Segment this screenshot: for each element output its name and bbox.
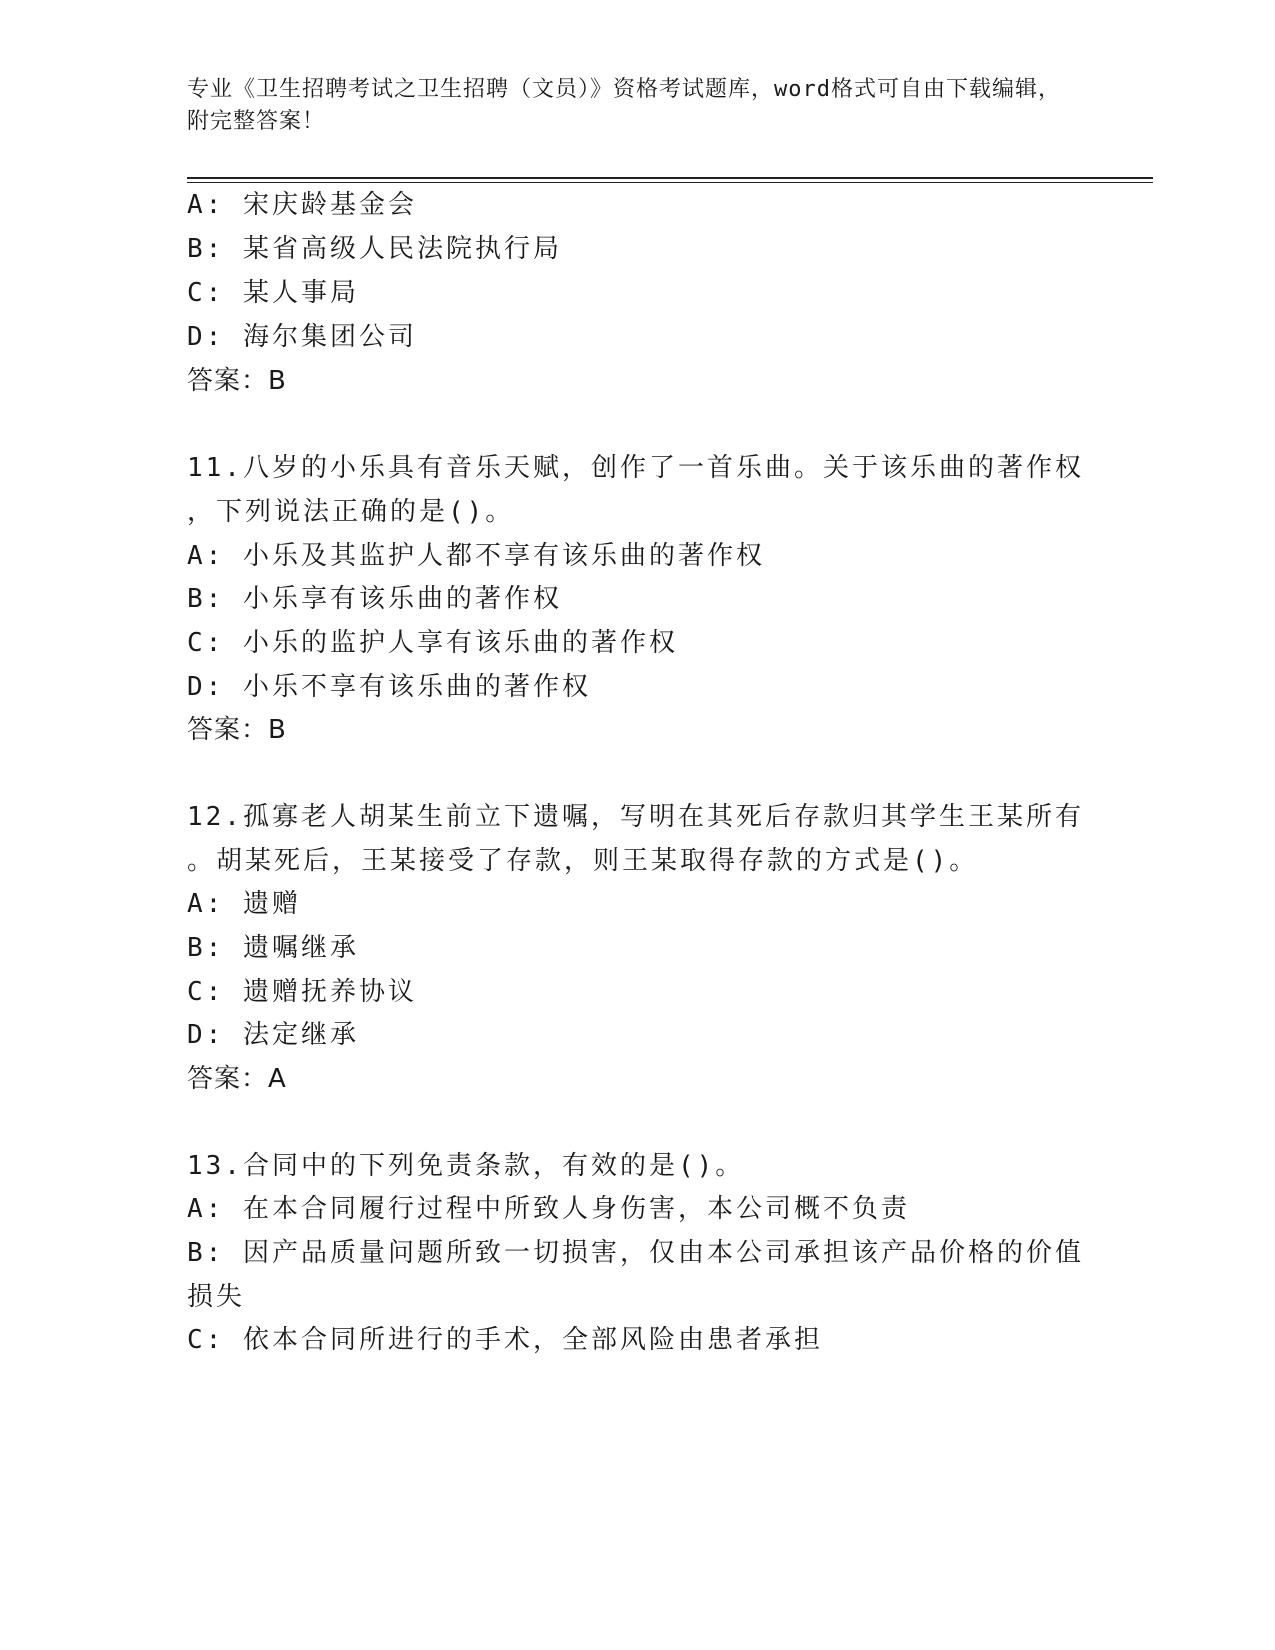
q12-option-c: C: 遗赠抚养协议 [187, 977, 417, 1007]
q11-stem-line2: ，下列说法正确的是()。 [187, 497, 515, 527]
q13-option-c: C: 依本合同所进行的手术，全部风险由患者承担 [187, 1325, 823, 1355]
document-header: 专业《卫生招聘考试之卫生招聘（文员）》资格考试题库，word格式可自由下载编辑，附完整答案！ [187, 77, 1061, 134]
q11-option-d: D: 小乐不享有该乐曲的著作权 [187, 672, 591, 702]
q12-option-a: A: 遗赠 [187, 889, 301, 919]
q12-stem-line2: 。胡某死后，王某接受了存款，则王某取得存款的方式是()。 [187, 846, 979, 876]
q11-stem-line1: 11.八岁的小乐具有音乐天赋，创作了一首乐曲。关于该乐曲的著作权 [187, 453, 1084, 483]
q12-stem-line1: 12.孤寡老人胡某生前立下遗嘱，写明在其死后存款归其学生王某所有 [187, 802, 1084, 832]
q13-option-a: A: 在本合同履行过程中所致人身伤害，本公司概不负责 [187, 1194, 910, 1224]
q12-option-b: B: 遗嘱继承 [187, 933, 359, 963]
q10-option-d: D: 海尔集团公司 [187, 322, 417, 352]
q13-option-b: B: 因产品质量问题所致一切损害，仅由本公司承担该产品价格的价值 [187, 1238, 1084, 1268]
header-divider [187, 177, 1153, 183]
q12-answer: 答案：A [187, 1064, 287, 1094]
q11-option-a: A: 小乐及其监护人都不享有该乐曲的著作权 [187, 541, 765, 571]
q11-option-c: C: 小乐的监护人享有该乐曲的著作权 [187, 628, 678, 658]
q13-stem-line1: 13.合同中的下列免责条款，有效的是()。 [187, 1151, 745, 1181]
q12-option-d: D: 法定继承 [187, 1020, 359, 1050]
q10-option-c: C: 某人事局 [187, 278, 359, 308]
q13-option-b-continued: 损失 [187, 1282, 246, 1312]
q10-option-b: B: 某省高级人民法院执行局 [187, 234, 562, 264]
q10-answer: 答案：B [187, 366, 287, 396]
q11-answer: 答案：B [187, 715, 287, 745]
q10-option-a: A: 宋庆龄基金会 [187, 190, 417, 220]
q11-option-b: B: 小乐享有该乐曲的著作权 [187, 584, 562, 614]
